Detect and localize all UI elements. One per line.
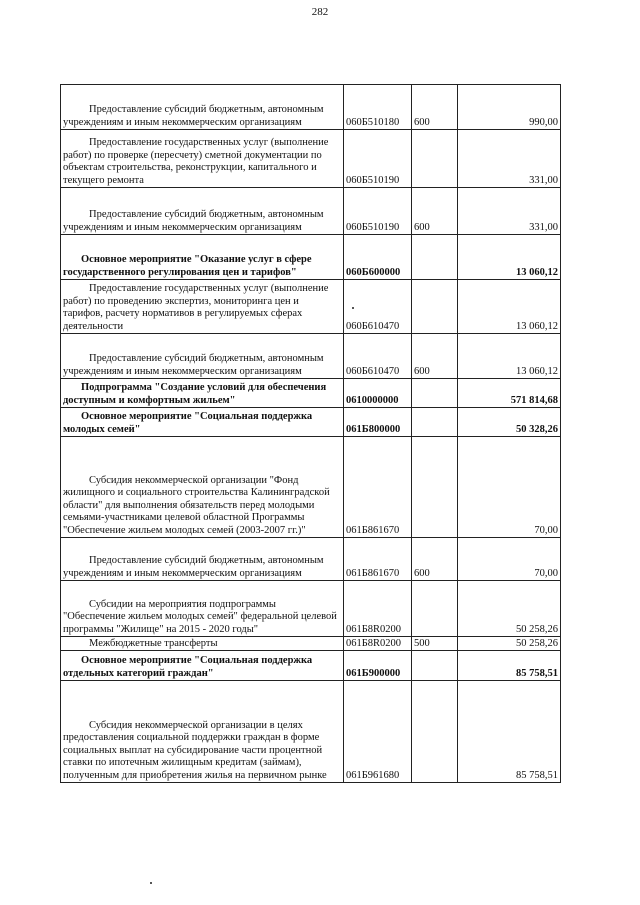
row-code-cell: 0610000000 <box>344 379 412 408</box>
table-row <box>61 280 561 334</box>
row-vr-cell: 600 <box>412 334 458 379</box>
table-row <box>61 581 561 637</box>
table-row <box>61 651 561 681</box>
row-name-cell: Основное мероприятие "Оказание услуг в сфере государственного регулирования цен и тарифов" <box>61 235 344 280</box>
row-name-cell: Предоставление государственных услуг (выполнение работ) по проверке (пересчету) сметной документации по объектам строительства, реконструкции, капитального и текущего ремонта <box>61 130 344 188</box>
table-row <box>61 538 561 581</box>
scan-speck <box>352 307 354 309</box>
row-sum-cell: 85 758,51 <box>458 681 561 783</box>
table-row <box>61 379 561 408</box>
row-vr-cell: 600 <box>412 188 458 235</box>
row-code-cell: 060Б510190 <box>344 188 412 235</box>
row-name-cell: Предоставление субсидий бюджетным, автономным учреждениям и иным некоммерческим организациям <box>61 188 344 235</box>
row-vr-cell <box>412 408 458 437</box>
scan-speck <box>150 882 152 884</box>
row-code-cell: 061Б800000 <box>344 408 412 437</box>
row-vr-cell <box>412 651 458 681</box>
row-name-cell: Межбюджетные трансферты <box>61 637 344 651</box>
row-vr-cell <box>412 437 458 538</box>
row-vr-cell: 600 <box>412 85 458 130</box>
row-name-cell: Предоставление субсидий бюджетным, автономным учреждениям и иным некоммерческим организациям <box>61 538 344 581</box>
row-name-cell: Предоставление субсидий бюджетным, автономным учреждениям и иным некоммерческим организациям <box>61 85 344 130</box>
row-name-cell: Субсидия некоммерческой организации "Фонд жилищного и социального строительства Калининградской области" для выполнения обязательств перед молодыми семьями-участниками целевой областной Программы "Обеспечение жильем молодых семей (2003-2007 гг.)" <box>61 437 344 538</box>
row-code-cell: 061Б961680 <box>344 681 412 783</box>
row-name-cell: Основное мероприятие "Социальная поддержка молодых семей" <box>61 408 344 437</box>
row-code-cell: 060Б510180 <box>344 85 412 130</box>
row-code-cell: 061Б8R0200 <box>344 581 412 637</box>
row-sum-cell: 13 060,12 <box>458 280 561 334</box>
budget-table <box>60 84 561 783</box>
row-sum-cell: 85 758,51 <box>458 651 561 681</box>
row-name-cell: Субсидии на мероприятия подпрограммы "Обеспечение жильем молодых семей" федеральной целевой программы "Жилище" на 2015 - 2020 годы" <box>61 581 344 637</box>
row-sum-cell: 990,00 <box>458 85 561 130</box>
table-row <box>61 637 561 651</box>
row-code-cell: 060Б610470 <box>344 334 412 379</box>
row-code-cell: 061Б8R0200 <box>344 637 412 651</box>
page-number: 282 <box>311 6 329 18</box>
row-vr-cell <box>412 130 458 188</box>
row-vr-cell <box>412 379 458 408</box>
row-code-cell: 060Б610470 <box>344 280 412 334</box>
row-name-cell: Субсидия некоммерческой организации в целях предоставления социальной поддержки граждан в форме социальных выплат на субсидирование части процентной ставки по ипотечным жилищным кредитам (займам), полученным для приобретения жилья на первичном рынке <box>61 681 344 783</box>
row-vr-cell: 600 <box>412 538 458 581</box>
row-name-cell: Предоставление государственных услуг (выполнение работ) по проведению экспертиз, мониторинга цен и тарифов, расчету нормативов в регулируемых сферах деятельности <box>61 280 344 334</box>
row-sum-cell: 50 328,26 <box>458 408 561 437</box>
table-row <box>61 188 561 235</box>
table-row <box>61 681 561 783</box>
table-row <box>61 130 561 188</box>
table-row <box>61 235 561 280</box>
row-sum-cell: 13 060,12 <box>458 334 561 379</box>
row-vr-cell <box>412 235 458 280</box>
row-vr-cell: 500 <box>412 637 458 651</box>
row-vr-cell <box>412 581 458 637</box>
table-row <box>61 408 561 437</box>
row-name-cell: Подпрограмма "Создание условий для обеспечения доступным и комфортным жильем" <box>61 379 344 408</box>
row-code-cell: 061Б861670 <box>344 538 412 581</box>
row-code-cell: 061Б900000 <box>344 651 412 681</box>
row-sum-cell: 50 258,26 <box>458 581 561 637</box>
row-sum-cell: 571 814,68 <box>458 379 561 408</box>
row-code-cell: 060Б510190 <box>344 130 412 188</box>
row-code-cell: 060Б600000 <box>344 235 412 280</box>
row-code-cell: 061Б861670 <box>344 437 412 538</box>
row-name-cell: Предоставление субсидий бюджетным, автономным учреждениям и иным некоммерческим организациям <box>61 334 344 379</box>
table-row <box>61 437 561 538</box>
table-row <box>61 85 561 130</box>
row-sum-cell: 331,00 <box>458 130 561 188</box>
row-name-cell: Основное мероприятие "Социальная поддержка отдельных категорий граждан" <box>61 651 344 681</box>
table-row <box>61 334 561 379</box>
row-vr-cell <box>412 280 458 334</box>
row-vr-cell <box>412 681 458 783</box>
row-sum-cell: 13 060,12 <box>458 235 561 280</box>
row-sum-cell: 70,00 <box>458 538 561 581</box>
row-sum-cell: 70,00 <box>458 437 561 538</box>
row-sum-cell: 331,00 <box>458 188 561 235</box>
row-sum-cell: 50 258,26 <box>458 637 561 651</box>
